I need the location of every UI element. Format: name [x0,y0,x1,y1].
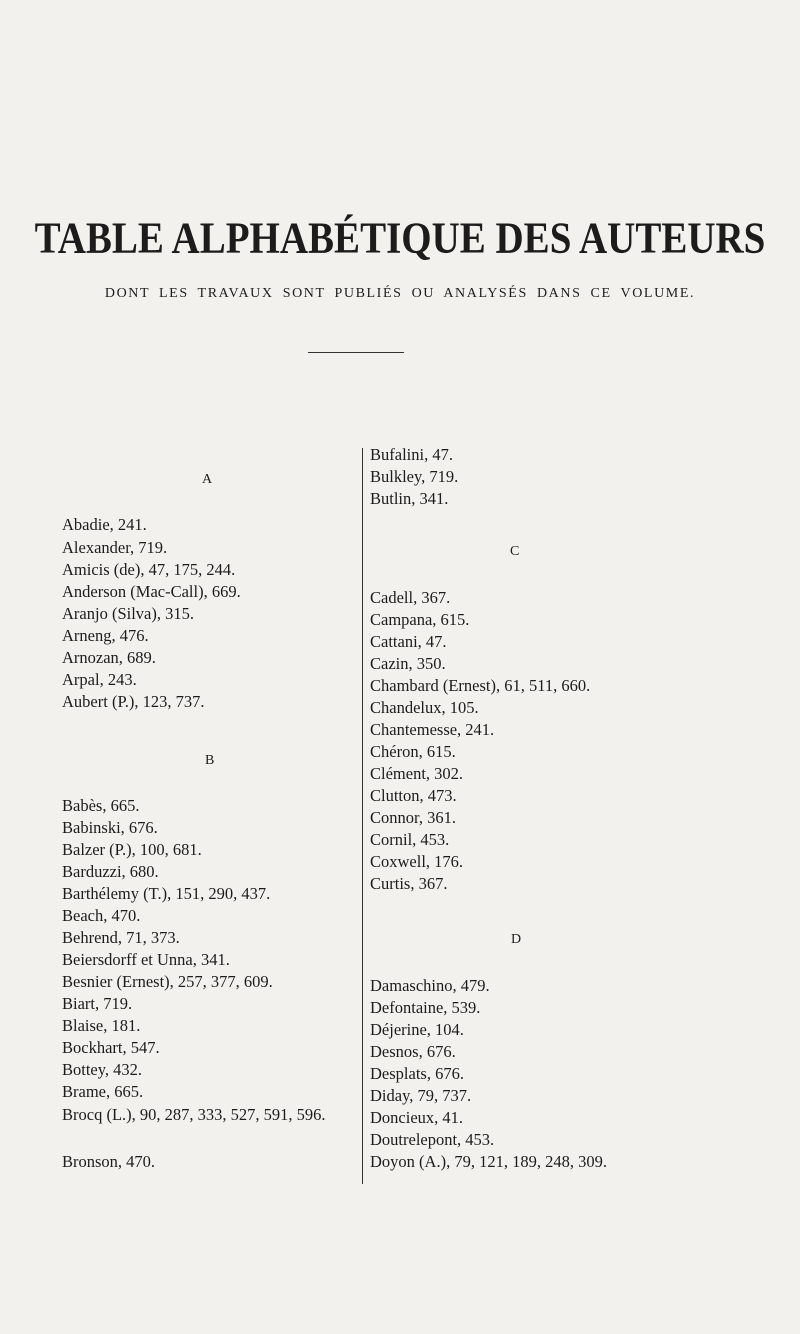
list-item: Aranjo (Silva), 315. [62,604,194,623]
list-item: Biart, 719. [62,994,133,1013]
list-item: Doncieux, 41. [370,1108,464,1127]
list-item: Barthélemy (T.), 151, 290, 437. [62,884,271,903]
list-item: Cazin, 350. [370,654,446,673]
section-letter-d: D [511,932,522,947]
list-item: Cattani, 47. [370,632,447,651]
list-item: Anderson (Mac-Call), 669. [62,582,241,601]
list-item: Chambard (Ernest), 61, 511, 660. [370,676,591,695]
list-item: Desplats, 676. [370,1064,464,1083]
list-item: Balzer (P.), 100, 681. [62,840,202,859]
list-item: Chandelux, 105. [370,698,479,717]
list-item: Behrend, 71, 373. [62,928,180,947]
list-item: Déjerine, 104. [370,1020,464,1039]
column-divider [362,448,363,1184]
list-item: Desnos, 676. [370,1042,456,1061]
list-item: Curtis, 367. [370,874,448,893]
list-item: Arpal, 243. [62,670,137,689]
list-item: Abadie, 241. [62,515,147,534]
list-item: Cornil, 453. [370,830,450,849]
page-subtitle: DONT LES TRAVAUX SONT PUBLIÉS OU ANALYSÉS DANS CE VOLUME. [104,286,696,301]
list-item: Chéron, 615. [370,742,456,761]
list-item: Beiersdorff et Unna, 341. [62,950,230,969]
list-item: Beach, 470. [62,906,141,925]
list-item: Alexander, 719. [62,538,168,557]
list-item: Clutton, 473. [370,786,457,805]
title-rule [308,352,404,353]
list-item: Bufalini, 47. [370,445,453,464]
list-item: Babès, 665. [62,796,140,815]
list-item: Barduzzi, 680. [62,862,159,881]
list-item: Diday, 79, 737. [370,1086,472,1105]
list-item: Defontaine, 539. [370,998,481,1017]
list-item: Amicis (de), 47, 175, 244. [62,560,236,579]
list-item: Clément, 302. [370,764,464,783]
section-letter-b: B [205,753,215,768]
list-item: Babinski, 676. [62,818,158,837]
list-item: Coxwell, 176. [370,852,464,871]
section-letter-a: A [202,472,213,487]
list-item: Bottey, 432. [62,1060,143,1079]
list-item: Besnier (Ernest), 257, 377, 609. [62,972,273,991]
list-item: Chantemesse, 241. [370,720,495,739]
list-item: Arnozan, 689. [62,648,156,667]
list-item: Bockhart, 547. [62,1038,160,1057]
list-item: Blaise, 181. [62,1016,141,1035]
list-item: Brocq (L.), 90, 287, 333, 527, 591, 596. [62,1105,326,1124]
list-item: Doyon (A.), 79, 121, 189, 248, 309. [370,1152,607,1171]
list-item: Connor, 361. [370,808,456,827]
list-item: Butlin, 341. [370,489,449,508]
list-item: Aubert (P.), 123, 737. [62,692,205,711]
list-item: Damaschino, 479. [370,976,490,995]
list-item: Campana, 615. [370,610,470,629]
list-item: Brame, 665. [62,1082,144,1101]
list-item: Cadell, 367. [370,588,451,607]
page-title: TABLE ALPHABÉTIQUE DES AUTEURS [34,213,766,263]
list-item: Doutrelepont, 453. [370,1130,495,1149]
list-item: Arneng, 476. [62,626,149,645]
section-letter-c: C [510,544,520,559]
list-item: Bronson, 470. [62,1152,156,1171]
list-item: Bulkley, 719. [370,467,459,486]
